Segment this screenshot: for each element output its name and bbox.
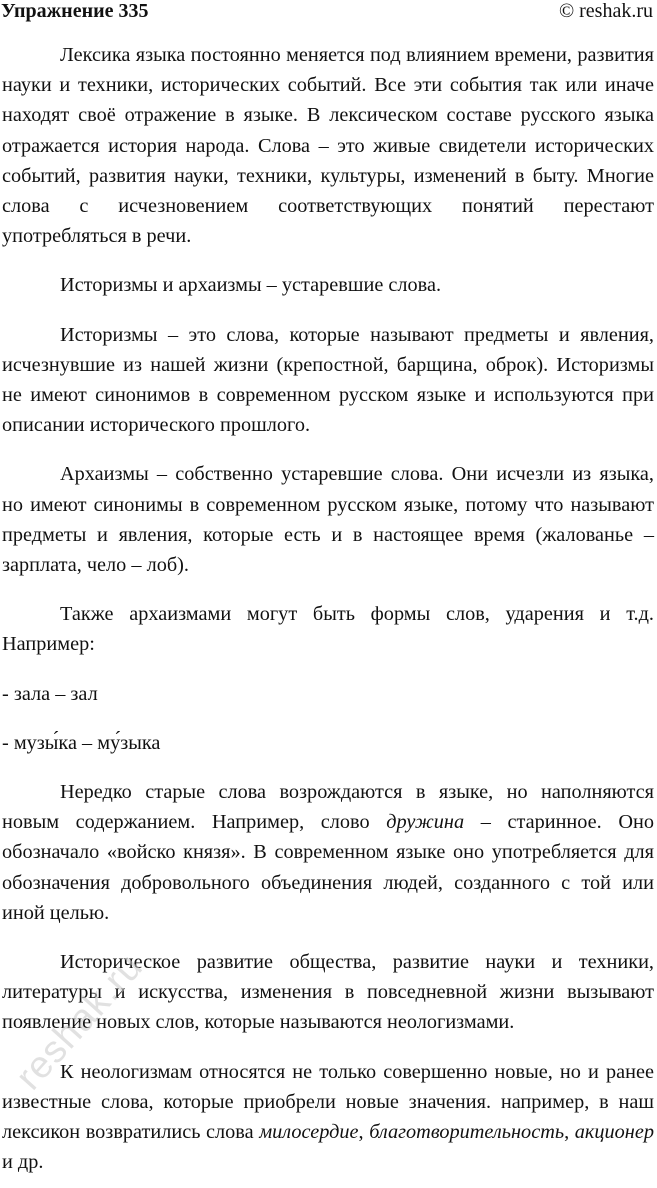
text-run: и др. — [2, 1151, 44, 1174]
exercise-title: Упражнение 335 — [1, 0, 149, 22]
text-run: , — [358, 1121, 370, 1144]
italic-term: акционер — [574, 1121, 654, 1144]
paragraph-lexicon-change: Лексика языка постоянно меняется под влиянием времени, развития науки и техники, исторических событий. Все эти события так или иначе находят своё отражение в языке. В лексическом составе русского языка отражается история народа. Слова – это живые свидетели исторических событий, развития науки, техники, культуры, изменений в быту. Многие слова с исчезновением соответствующих понятий перестают употребляться в речи. — [2, 44, 654, 248]
italic-term: дружина — [386, 811, 465, 834]
italic-term: благотворительность — [369, 1121, 565, 1144]
paragraph-forms: Также архаизмами могут быть формы слов, ударения и т.д. Например: — [2, 603, 654, 656]
page-header — [0, 0, 657, 30]
text-run: Нередко старые слова возрождаются в языке, но наполняются новым содержанием. Например, слово — [2, 781, 654, 834]
document-body — [2, 40, 654, 1178]
paragraph-historisms: Историзмы – это слова, которые называют предметы и явления, исчезнувшие из нашей жизни (крепостной, барщина, оброк). Историзмы не имеют синонимов в современном русском языке и используются при описании исторического прошлого. — [2, 323, 654, 437]
paragraph-revival — [2, 777, 654, 928]
example-item: - музы́ка – му́зыка — [2, 731, 161, 754]
example-item: - зала – зал — [2, 682, 98, 705]
paragraph-neologisms: Историческое развитие общества, развитие науки и техники, литературы и искусства, изменения в повседневной жизни вызывают появление новых слов, которые называются неологизмами. — [2, 951, 654, 1034]
text-run: , — [564, 1121, 575, 1144]
text-run: – старинное. Оно обозначало «войско князя». В современном языке оно употребляется для обозначения добровольного объединения людей, созданного с той или иной целью. — [2, 811, 654, 924]
italic-term: милосердие — [259, 1121, 359, 1144]
text-run: К неологизмам относятся не только совершенно новые, но и ранее известные слова, которые приобрели новые значения. например, в наш лексикон возвратились слова — [2, 1060, 654, 1144]
watermark: reshak.ru — [8, 945, 152, 1099]
paragraph-definition: Историзмы и архаизмы – устаревшие слова. — [60, 274, 442, 297]
paragraph-neologism-types — [2, 1057, 654, 1178]
site-credit: © reshak.ru — [558, 0, 653, 22]
paragraph-archaisms: Архаизмы – собственно устаревшие слова. Они исчезли из языка, но имеют синонимы в современном русском языке, потому что называют предметы и явления, которые есть и в настоящее время (жалованье – зарплата, чело – лоб). — [2, 463, 654, 577]
